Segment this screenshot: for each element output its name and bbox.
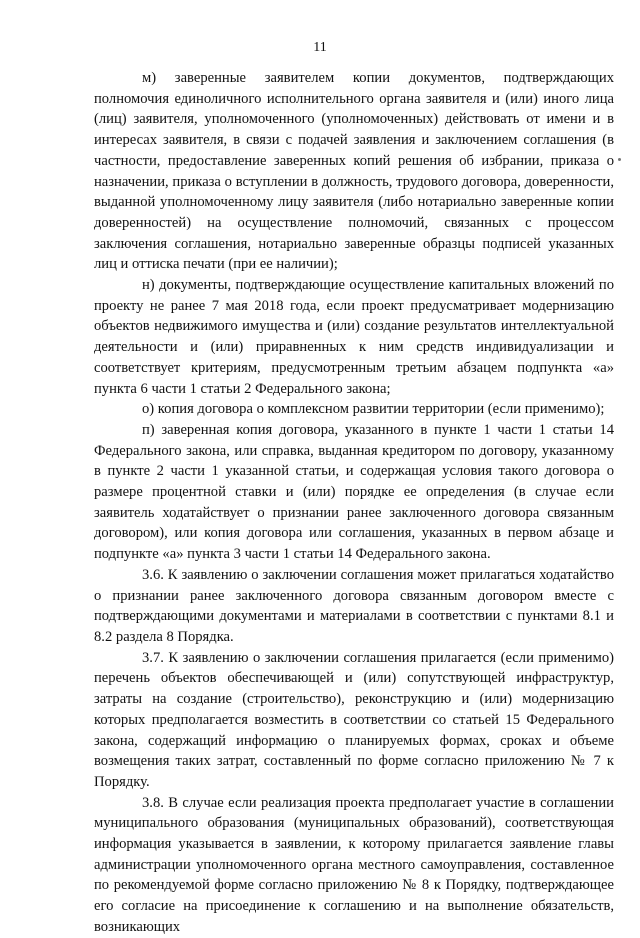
paragraph-o: о) копия договора о комплексном развитии территории (если применимо); bbox=[142, 401, 605, 418]
document-body bbox=[94, 68, 614, 938]
paragraph-n: н) документы, подтверждающие осуществление капитальных вложений по проекту не ранее 7 мая 2018 года, если проект предусматривает модернизацию объектов недвижимого имущества и (или) создание результатов интеллектуальной деятельности и (или) приравненных к ним средств индивидуализации и соответствует критериям, предусмотренным третьим абзацем подпункта «а» пункта 6 части 1 статьи 2 Федерального закона; bbox=[94, 277, 614, 397]
scan-dot bbox=[618, 158, 621, 161]
paragraph-3-7: 3.7. К заявлению о заключении соглашения прилагается (если применимо) перечень объектов обеспечивающей и (или) сопутствующей инфраструктур, затраты на создание (строительство), реконструкцию и (или) модернизацию которых предполагается возместить в соответствии со статьей 15 Федерального закона, содержащий информацию о планируемых формах, сроках и объеме возмещения таких затрат, составленный по форме согласно приложению № 7 к Порядку. bbox=[94, 649, 614, 790]
paragraph-p: п) заверенная копия договора, указанного в пункте 1 части 1 статьи 14 Федерального закона, или справка, выданная кредитором по договору, указанному в пункте 2 части 1 указанной статьи, и содержащая условия такого договора о размере процентной ставки и (или) порядке ее определения (в случае если заявитель ходатайствует о признании ранее заключенного договора связанным договором), или копия договора или соглашения, указанных в первом абзаце и подпункте «а» пункта 3 части 1 статьи 14 Федерального закона. bbox=[94, 421, 614, 563]
paragraph-3-8: 3.8. В случае если реализация проекта предполагает участие в соглашении муниципального образования (муниципальных образований), соответствующая информация указывается в заявлении, к которому прилагается заявление главы администрации уполномоченного органа местного самоуправления, составленное по рекомендуемой форме согласно приложению № 8 к Порядку, подтверждающее его согласие на присоединение к соглашению и на выполнение обязательств, возникающих bbox=[94, 794, 614, 935]
paragraph-m: м) заверенные заявителем копии документов, подтверждающих полномочия единоличного исполнительного органа заявителя и (или) иного лица (лиц) заявителя, уполномоченного (уполномоченных) действовать от имени и в интересах заявителя, в связи с подачей заявления и заключением соглашения (в частности, предоставление заверенных копий решения об избрании, приказа о назначении, приказа о вступлении в должность, трудового договора, доверенности, выданной уполномоченному лицу заявителя (либо нотариально заверенные копии доверенностей) на осуществление полномочий, связанных с процессом заключения соглашения, нотариально заверенные образцы подписей указанных лиц и оттиска печати (при ее наличии); bbox=[94, 70, 614, 273]
page-number: 11 bbox=[313, 40, 327, 55]
paragraph-3-6: 3.6. К заявлению о заключении соглашения может прилагаться ходатайство о признании ранее заключенного договора связанным договором вместе с подтверждающими документами и материалами в соответствии с пунктами 8.1 и 8.2 раздела 8 Порядка. bbox=[94, 566, 614, 645]
